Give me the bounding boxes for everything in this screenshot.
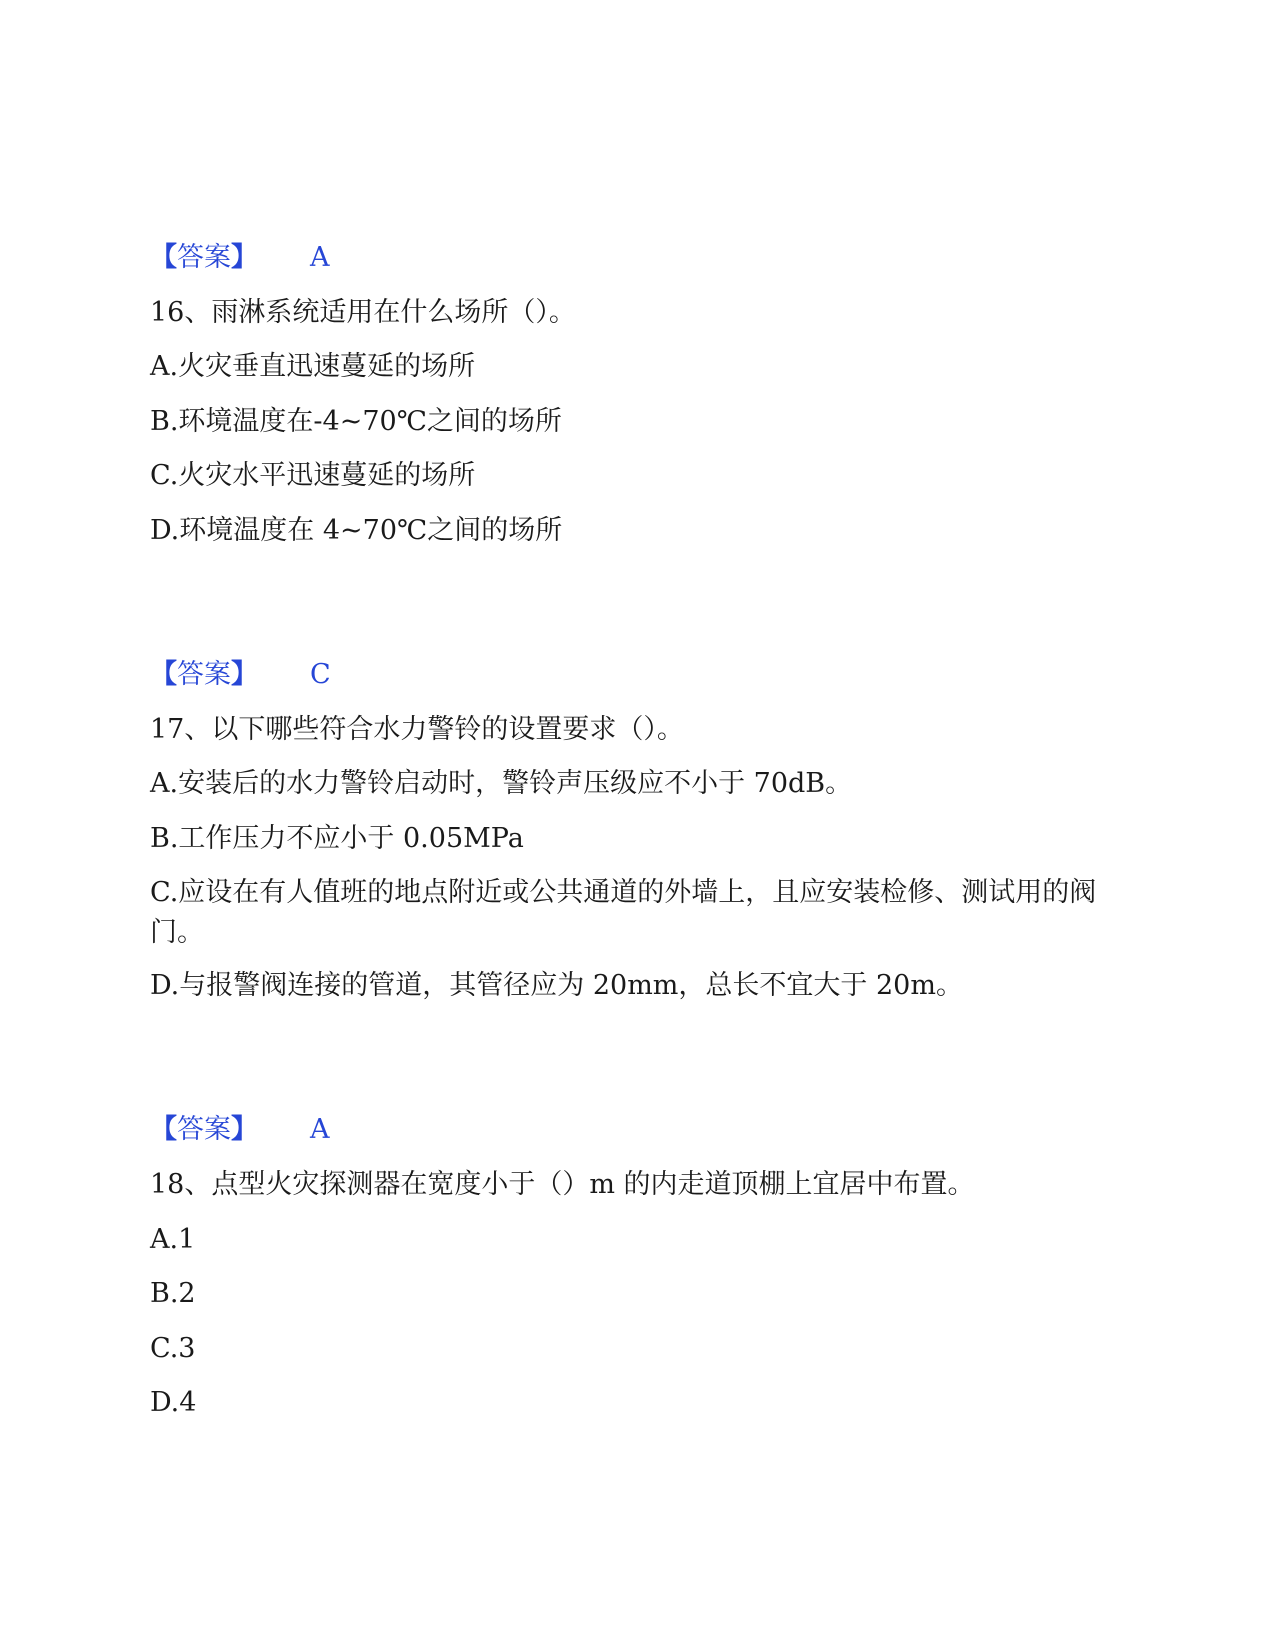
answer-bracket-open: 【 <box>150 659 177 690</box>
question-16: 16、雨淋系统适用在什么场所（）。 <box>150 297 576 328</box>
answer-value: C <box>310 659 331 690</box>
answer-line <box>150 655 331 695</box>
answer-value: A <box>310 242 330 273</box>
option-18-d: D.4 <box>150 1387 197 1418</box>
option-16-d: D.环境温度在 4~70℃之间的场所 <box>150 515 563 546</box>
question-17: 17、以下哪些符合水力警铃的设置要求（）。 <box>150 714 684 745</box>
answer-value: A <box>310 1114 330 1145</box>
answer-line <box>150 238 330 278</box>
answer-line <box>150 1110 330 1150</box>
answer-label: 答案 <box>177 1114 231 1145</box>
option-17-b: B.工作压力不应小于 0.05MPa <box>150 823 524 854</box>
answer-bracket-open: 【 <box>150 242 177 273</box>
answer-label: 答案 <box>177 659 231 690</box>
answer-label: 答案 <box>177 242 231 273</box>
option-16-b: B.环境温度在-4~70℃之间的场所 <box>150 406 562 437</box>
option-17-c: C.应设在有人值班的地点附近或公共通道的外墙上，且应安装检修、测试用的阀门。 <box>150 877 1097 948</box>
option-16-c: C.火灾水平迅速蔓延的场所 <box>150 460 476 491</box>
option-18-b: B.2 <box>150 1278 196 1309</box>
option-17-d: D.与报警阀连接的管道，其管径应为 20mm，总长不宜大于 20m。 <box>150 970 963 1001</box>
question-18: 18、点型火灾探测器在宽度小于（）m 的内走道顶棚上宜居中布置。 <box>150 1169 975 1200</box>
option-18-a: A.1 <box>150 1224 196 1255</box>
option-18-c: C.3 <box>150 1333 196 1364</box>
answer-bracket-close: 】 <box>231 659 258 690</box>
option-17-a: A.安装后的水力警铃启动时，警铃声压级应不小于 70dB。 <box>150 768 853 799</box>
answer-bracket-close: 】 <box>231 242 258 273</box>
answer-bracket-close: 】 <box>231 1114 258 1145</box>
answer-bracket-open: 【 <box>150 1114 177 1145</box>
option-16-a: A.火灾垂直迅速蔓延的场所 <box>150 351 476 382</box>
